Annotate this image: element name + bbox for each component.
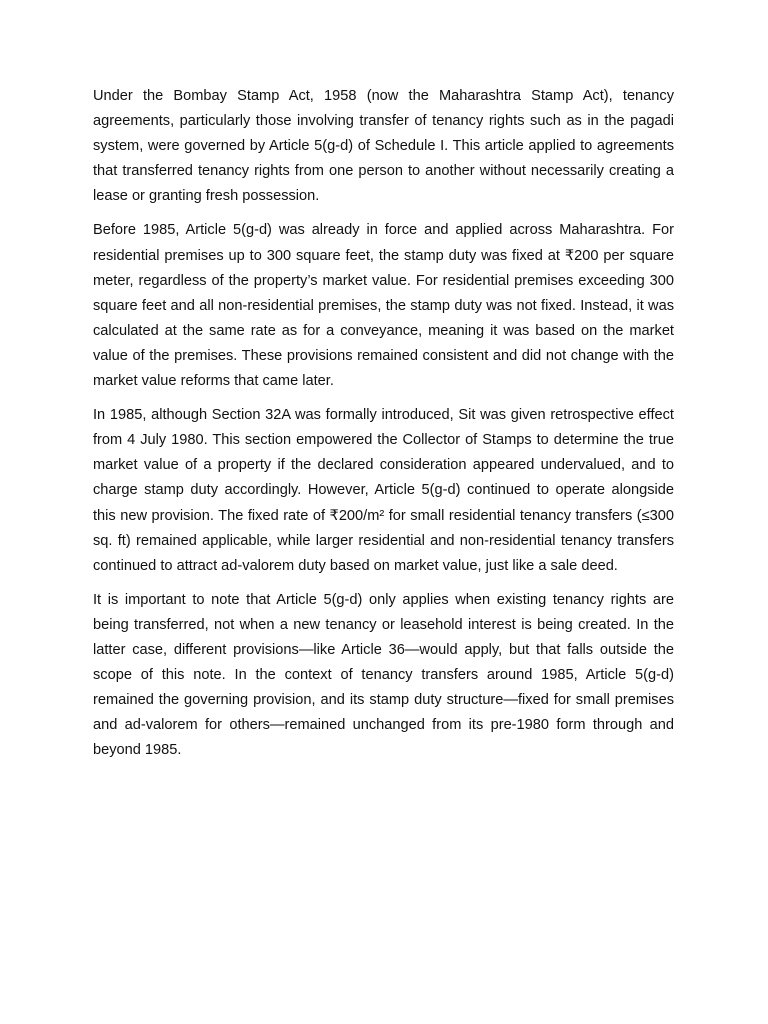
paragraph-3: In 1985, although Section 32A was formally introduced, Sit was given retrospective effect from 4 July 1980. This section empowered the Collector of Stamps to determine the true market value of a property if the declared consideration appeared undervalued, and to charge stamp duty accordingly. However, Article 5(g-d) continued to operate alongside this new provision. The fixed rate of ₹200/m² for small residential tenancy transfers (≤300 sq. ft) remained applicable, while larger residential and non-residential tenancy transfers continued to attract ad-valorem duty based on market value, just like a sale deed. bbox=[93, 407, 674, 574]
document-body bbox=[93, 84, 674, 772]
paragraph-2: Before 1985, Article 5(g-d) was already in force and applied across Maharashtra. For residential premises up to 300 square feet, the stamp duty was fixed at ₹200 per square meter, regardless of the property’s market value. For residential premises exceeding 300 square feet and all non-residential premises, the stamp duty was not fixed. Instead, it was calculated at the same rate as for a conveyance, meaning it was based on the market value of the premises. These provisions remained consistent and did not change with the market value reforms that came later. bbox=[93, 222, 674, 390]
paragraph-1: Under the Bombay Stamp Act, 1958 (now the Maharashtra Stamp Act), tenancy agreements, particularly those involving transfer of tenancy rights such as in the pagadi system, were governed by Article 5(g-d) of Schedule I. This article applied to agreements that transferred tenancy rights from one person to another without necessarily creating a lease or granting fresh possession. bbox=[93, 88, 674, 205]
paragraph-4: It is important to note that Article 5(g-d) only applies when existing tenancy rights are being transferred, not when a new tenancy or leasehold interest is being created. In the latter case, different provisions—like Article 36—would apply, but that falls outside the scope of this note. In the context of tenancy transfers around 1985, Article 5(g-d) remained the governing provision, and its stamp duty structure—fixed for small premises and ad-valorem for others—remained unchanged from its pre-1980 form through and beyond 1985. bbox=[93, 591, 674, 759]
